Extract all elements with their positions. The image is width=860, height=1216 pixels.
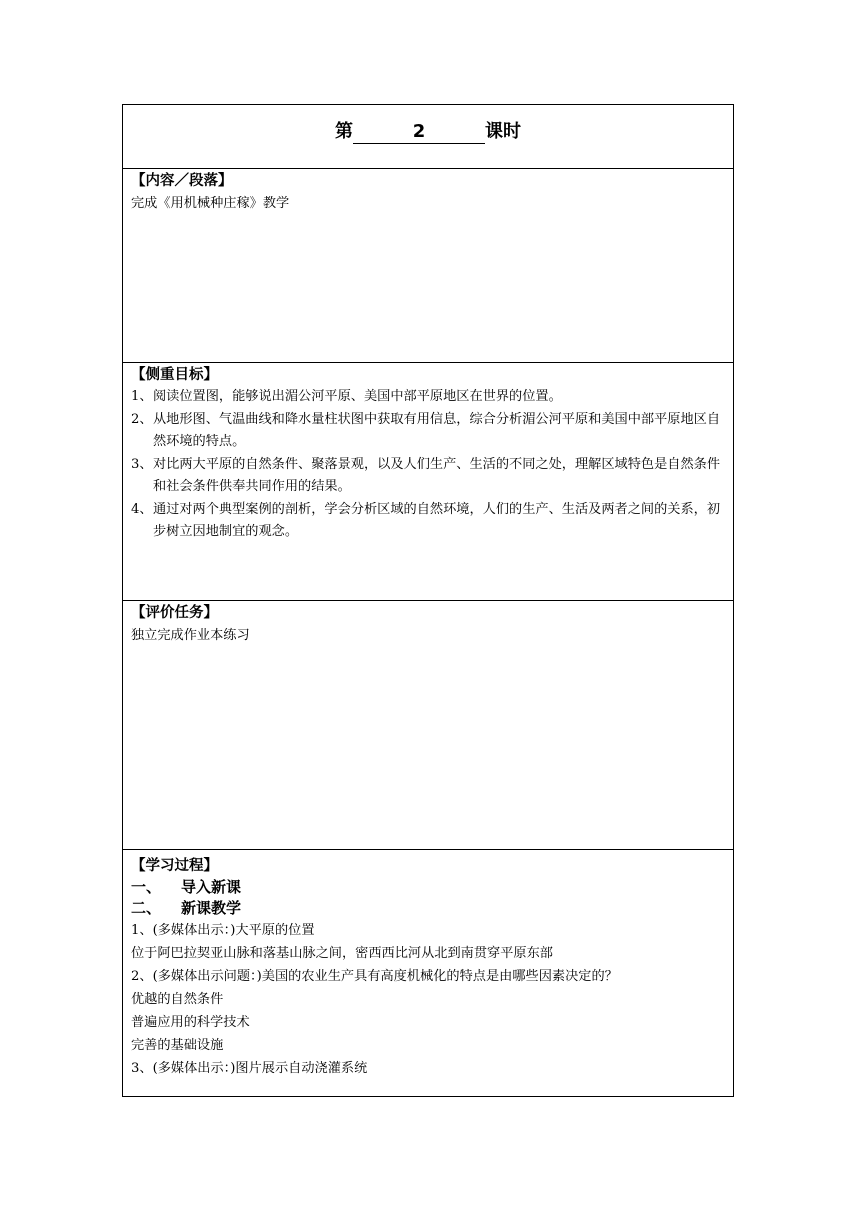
list-item bbox=[131, 409, 725, 454]
process-line: 普遍应用的科学技术 bbox=[131, 1015, 250, 1030]
process-line: 3、(多媒体出示：)图片展示自动浇灌系统 bbox=[131, 1061, 368, 1076]
process-line: 2、(多媒体出示问题：)美国的农业生产具有高度机械化的特点是由哪些因素决定的？ bbox=[131, 969, 618, 984]
objective-number: 2、 bbox=[131, 411, 153, 427]
evaluation-heading: 【评价任务】 bbox=[131, 605, 218, 621]
content-text: 完成《用机械种庄稼》教学 bbox=[131, 196, 290, 211]
process-line: 完善的基础设施 bbox=[131, 1038, 224, 1053]
process-line: 1、(多媒体出示：)大平原的位置 bbox=[131, 923, 315, 938]
objective-text: 从地形图、气温曲线和降水量柱状图中获取有用信息，综合分析湄公河平原和美国中部平原地区自然环境的特点。 bbox=[153, 411, 721, 449]
lesson-plan-table bbox=[122, 104, 734, 1097]
process-section bbox=[123, 850, 733, 1098]
list-item bbox=[131, 499, 725, 544]
list-item bbox=[131, 386, 725, 409]
process-line: 位于阿巴拉契亚山脉和落基山脉之间，密西西比河从北到南贯穿平原东部 bbox=[131, 946, 553, 961]
section-new-lesson bbox=[131, 898, 725, 919]
list-item bbox=[131, 454, 725, 499]
process-heading: 【学习过程】 bbox=[131, 858, 218, 874]
objectives-heading: 【侧重目标】 bbox=[131, 367, 218, 383]
objective-number: 3、 bbox=[131, 456, 153, 472]
objectives-list bbox=[131, 386, 725, 544]
objective-text: 对比两大平原的自然条件、聚落景观，以及人们生产、生活的不同之处，理解区域特色是自然条件和社会条件供奉共同作用的结果。 bbox=[153, 456, 721, 494]
lesson-suffix: 课时 bbox=[485, 121, 521, 142]
section-title: 新课教学 bbox=[181, 899, 242, 917]
section-title: 导入新课 bbox=[181, 878, 242, 896]
process-line: 优越的自然条件 bbox=[131, 992, 224, 1007]
objective-number: 4、 bbox=[131, 501, 153, 517]
lesson-prefix: 第 bbox=[335, 121, 353, 142]
lesson-number: 2 bbox=[353, 121, 485, 144]
objective-text: 通过对两个典型案例的剖析，学会分析区域的自然环境，人们的生产、生活及两者之间的关系，初步树立因地制宜的观念。 bbox=[153, 501, 721, 539]
content-section bbox=[123, 169, 733, 363]
section-number: 二、 bbox=[131, 899, 162, 917]
objective-number: 1、 bbox=[131, 389, 153, 404]
evaluation-section bbox=[123, 601, 733, 850]
lesson-title bbox=[123, 117, 733, 144]
objective-text: 阅读位置图，能够说出湄公河平原、美国中部平原地区在世界的位置。 bbox=[153, 389, 562, 404]
lesson-title-row bbox=[123, 105, 733, 169]
section-intro bbox=[131, 877, 725, 898]
evaluation-text: 独立完成作业本练习 bbox=[131, 628, 250, 643]
objectives-section bbox=[123, 363, 733, 601]
section-number: 一、 bbox=[131, 878, 162, 896]
content-heading: 【内容／段落】 bbox=[131, 173, 233, 189]
